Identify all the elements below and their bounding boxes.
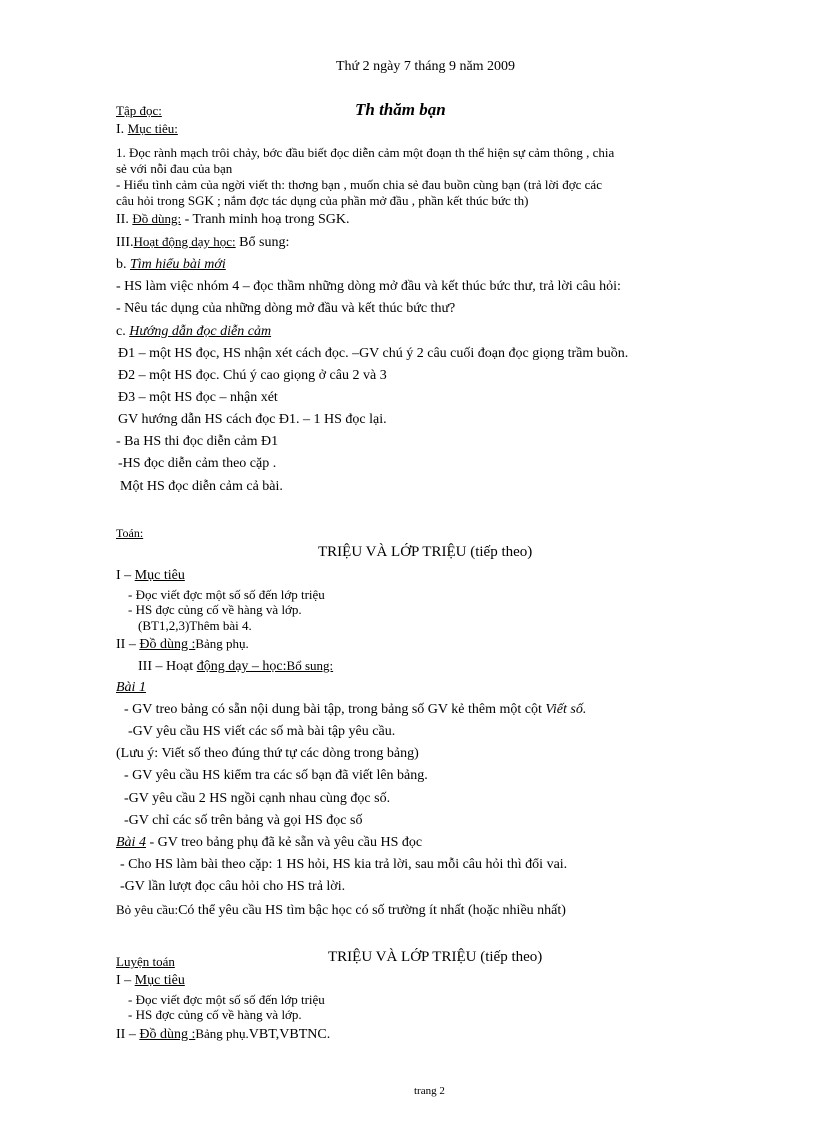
lesson2-objective-2: - HS đợc củng cố về hàng và lớp. (128, 602, 302, 617)
lesson1-objectives-heading (116, 122, 178, 137)
lesson2-title: TRIỆU VÀ LỚP TRIỆU (tiếp theo) (318, 544, 533, 560)
exercise-label: Bài 4 (116, 835, 146, 850)
lesson2-exercise-1-line-2: -GV yêu cầu HS viết các số mà bài tập yêu cầu. (128, 724, 396, 739)
lesson2-exercise-1-line-3: (Lưu ý: Viết số theo đúng thứ tự các dòng trong bảng) (116, 746, 419, 761)
section-label: Hướng dẫn đọc diễn cảm (129, 324, 272, 339)
lesson2-exercise-1-line-4: - GV yêu cầu HS kiểm tra các số bạn đã viết lên bảng. (124, 768, 428, 783)
lesson3-title: TRIỆU VÀ LỚP TRIỆU (tiếp theo) (328, 949, 543, 965)
note-label: Bỏ yêu cầu: (116, 902, 179, 917)
lesson1-materials (116, 212, 349, 227)
item-number: 1. (116, 145, 126, 160)
line-emphasis: Viết số. (545, 702, 587, 717)
lesson2-exercise-4 (116, 836, 422, 850)
line-text: - GV treo bảng có sẵn nội dung bài tập, trong bảng số GV kẻ thêm một cột (124, 702, 546, 717)
lesson3-objectives-heading (116, 974, 185, 988)
section-label: Tìm hiểu bài mới (130, 257, 226, 272)
lesson2-activities (138, 659, 333, 674)
section-label: Đồ dùng : (139, 637, 196, 652)
section-number: III – Hoạt (138, 659, 197, 674)
section-number: I – (116, 973, 135, 988)
lesson1-objective-1b: sẻ với nỗi đau của bạn (116, 161, 233, 176)
lesson1-part-c-line-1: Đ1 – một HS đọc, HS nhận xét cách đọc. –GV chú ý 2 câu cuối đoạn đọc giọng trầm buồn. (118, 346, 629, 361)
section-number: c. (116, 324, 126, 339)
lesson2-exercise-1-label: Bài 1 (116, 680, 146, 695)
section-text: Bổ sung: (286, 658, 334, 673)
page-date: Thứ 2 ngày 7 tháng 9 năm 2009 (336, 59, 516, 74)
lesson2-exercise-4-line-2: - Cho HS làm bài theo cặp: 1 HS hỏi, HS kia trả lời, sau mỗi câu hỏi thì đổi vai. (120, 857, 568, 872)
lesson2-objective-3: (BT1,2,3)Thêm bài 4. (138, 618, 252, 633)
lesson3-objective-2: - HS đợc củng cố về hàng và lớp. (128, 1007, 302, 1022)
lesson1-objective-1a (116, 146, 614, 159)
section-text: Bảng phụ. (195, 1026, 249, 1041)
section-label: Mục tiêu (134, 568, 185, 583)
lesson1-objective-2b: câu hỏi trong SGK ; nắm đợc tác dụng của phần mở đầu , phần kết thúc bức th) (116, 193, 529, 208)
section-number: I – (116, 568, 135, 583)
lesson1-activities (116, 235, 289, 250)
lesson1-part-c-line-7: Một HS đọc diễn cảm cả bài. (120, 479, 283, 494)
lesson1-title: Th thăm bạn (355, 100, 446, 119)
page-number: trang 2 (414, 1085, 445, 1097)
section-text-extra: VBT,VBTNC. (248, 1027, 331, 1042)
section-number: I. (116, 122, 125, 137)
section-number: III. (116, 235, 134, 250)
lesson1-part-c-line-5: - Ba HS thi đọc diễn cảm Đ1 (116, 434, 279, 449)
lesson2-subject: Toán: (116, 526, 144, 540)
section-label: Mục tiêu (134, 973, 185, 988)
lesson1-objective-2a: - Hiểu tình cảm của ngời viết th: thơng bạn , muốn chia sẻ đau buồn cùng bạn (trả lời đợc các (116, 177, 602, 192)
lesson1-part-c-line-3: Đ3 – một HS đọc – nhận xét (118, 390, 278, 405)
lesson1-part-c-line-6: -HS đọc diễn cảm theo cặp . (118, 456, 277, 471)
section-number: II – (116, 637, 140, 652)
section-number: II. (116, 212, 129, 227)
section-label: Hoạt động dạy học: (133, 234, 236, 249)
section-text: Bảng phụ. (195, 636, 249, 651)
lesson1-part-c-line-4: GV hướng dẫn HS cách đọc Đ1. – 1 HS đọc lại. (118, 412, 387, 427)
item-text: Đọc rành mạch trôi chảy, bớc đầu biết đọc diễn cảm một đoạn th thể hiện sự cảm thông , chia (129, 145, 615, 160)
lesson3-materials (116, 1027, 330, 1042)
lesson1-part-b-line-2: - Nêu tác dụng của những dòng mở đầu và kết thúc bức thư? (116, 301, 456, 316)
lesson3-subject: Luyện toán (116, 954, 175, 969)
lesson1-subject: Tập đọc: (116, 103, 162, 118)
lesson1-part-c-heading (116, 325, 271, 339)
lesson2-materials (116, 637, 249, 652)
lesson1-part-c-line-2: Đ2 – một HS đọc. Chú ý cao giọng ở câu 2 và 3 (118, 368, 387, 383)
lesson2-exercise-1-line-6: -GV chỉ các số trên bảng và gọi HS đọc số (124, 813, 363, 828)
section-number: II – (116, 1027, 140, 1042)
lesson2-exercise-1-line-5: -GV yêu cầu 2 HS ngồi cạnh nhau cùng đọc số. (124, 791, 391, 806)
section-label: Đồ dùng: (132, 211, 182, 226)
note-text: Có thể yêu cầu HS tìm bậc học có số trường ít nhất (hoặc nhiều nhất) (178, 903, 566, 918)
lesson2-note (116, 903, 566, 918)
section-number: b. (116, 257, 127, 272)
section-text: Bổ sung: (235, 235, 290, 250)
line-text: - GV treo bảng phụ đã kẻ sẵn và yêu cầu HS đọc (145, 835, 423, 850)
lesson1-part-b-line-1: - HS làm việc nhóm 4 – đọc thầm những dòng mở đầu và kết thúc bức thư, trả lời câu hỏi: (116, 279, 621, 294)
lesson2-exercise-1-line-1 (124, 703, 586, 717)
lesson1-part-b-heading (116, 258, 226, 272)
lesson2-objective-1: - Đọc viết đợc một số số đến lớp triệu (128, 587, 325, 602)
section-label: Mục tiêu: (127, 121, 178, 136)
lesson2-objectives-heading (116, 569, 185, 583)
section-text: - Tranh minh hoạ trong SGK. (184, 212, 350, 227)
lesson3-objective-1: - Đọc viết đợc một số số đến lớp triệu (128, 992, 325, 1007)
section-label: động dạy – học: (196, 659, 287, 674)
section-label: Đồ dùng : (139, 1027, 196, 1042)
lesson2-exercise-4-line-3: -GV lần lượt đọc câu hỏi cho HS trả lời. (120, 879, 346, 894)
